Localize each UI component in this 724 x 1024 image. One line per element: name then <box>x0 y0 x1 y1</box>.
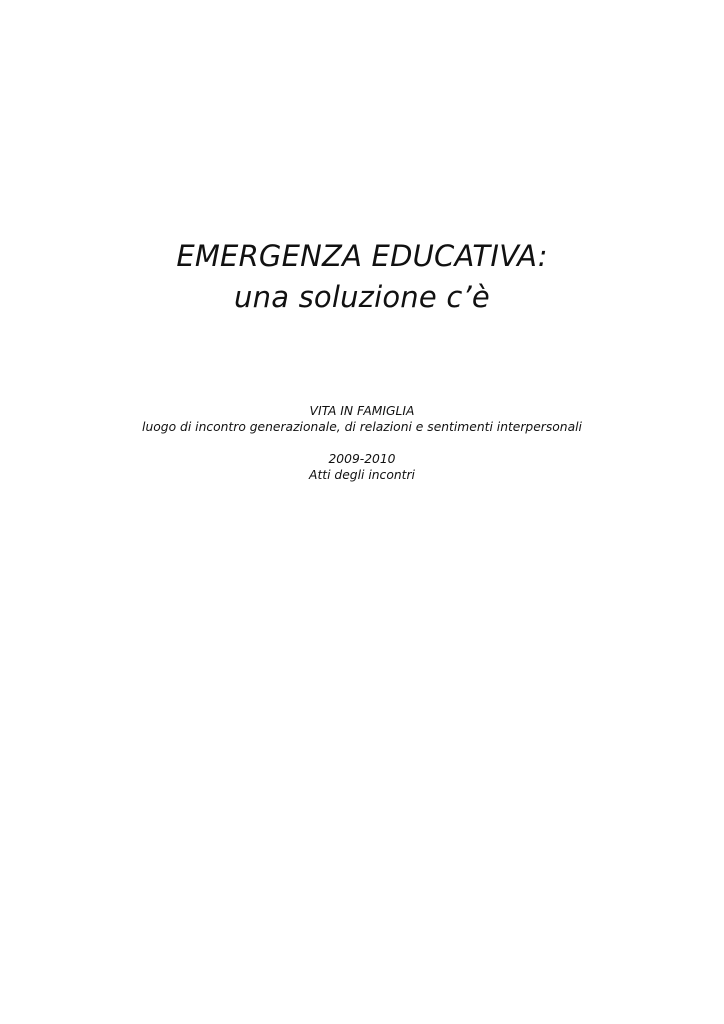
edition-years: 2009-2010 <box>328 452 396 466</box>
theme-description: luogo di incontro generazionale, di relazioni e sentimenti interpersonali <box>142 420 582 434</box>
document-subtitle <box>0 403 724 483</box>
spacer <box>0 435 724 451</box>
title-line-sub: una soluzione c’è <box>234 280 490 314</box>
title-line-main: EMERGENZA EDUCATIVA: <box>176 239 548 273</box>
theme-heading: VITA IN FAMIGLIA <box>309 404 415 418</box>
edition-label: Atti degli incontri <box>309 468 415 482</box>
document-title <box>0 236 724 318</box>
